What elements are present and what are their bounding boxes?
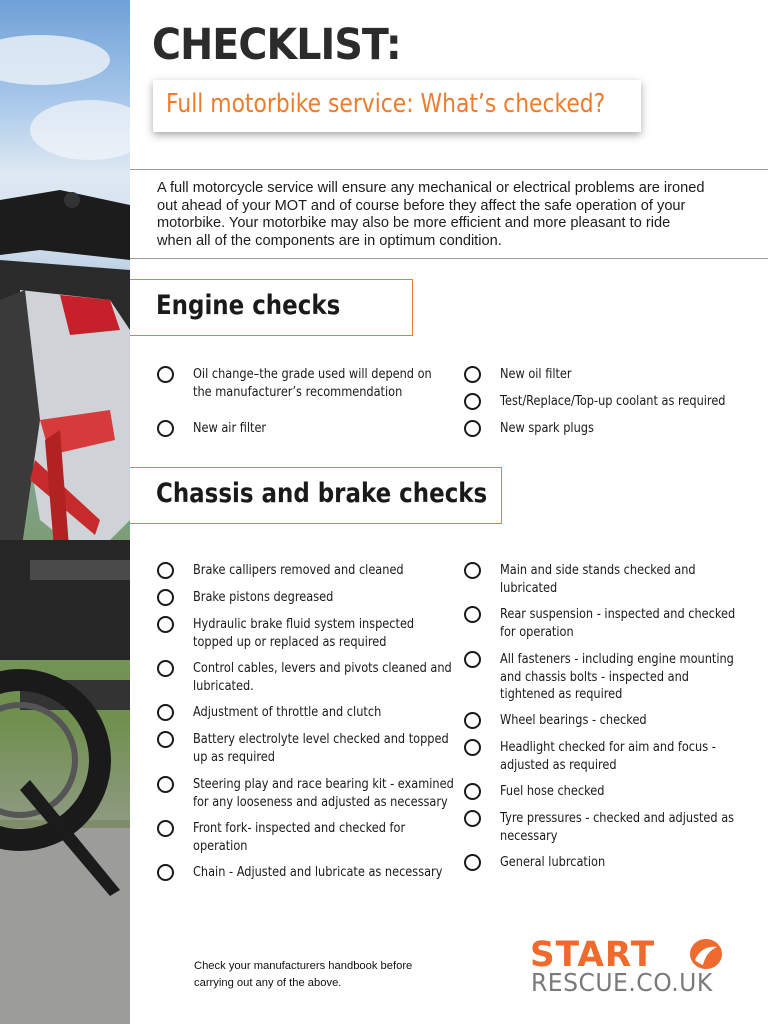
page-subtitle: Full motorbike service: What’s checked? (166, 89, 606, 119)
checklist-item[interactable] (157, 731, 490, 766)
item-label: Oil change–the grade used will depend on (193, 367, 432, 382)
checkbox-circle-icon[interactable] (157, 864, 174, 881)
item-label: necessary (500, 828, 558, 844)
divider-bottom (130, 258, 768, 259)
intro-line: A full motorcycle service will ensure any mechanical or electrical problems are ironed (157, 180, 705, 196)
intro-paragraph (157, 180, 747, 250)
checkbox-circle-icon[interactable] (464, 854, 481, 871)
chassis-section-header (130, 467, 502, 524)
checklist-item[interactable] (464, 783, 621, 801)
checkbox-circle-icon[interactable] (464, 420, 481, 437)
checkbox-circle-icon[interactable] (157, 420, 174, 437)
checkbox-circle-icon[interactable] (464, 712, 481, 729)
item-label: Wheel bearings - checked (500, 713, 647, 728)
chassis-section-title: Chassis and brake checks (156, 478, 488, 509)
item-label: Headlight checked for aim and focus - (500, 740, 716, 755)
checklist-item[interactable] (464, 366, 583, 384)
checklist-item[interactable] (464, 810, 768, 845)
checkbox-circle-icon[interactable] (464, 366, 481, 383)
item-label: adjusted as required (500, 757, 617, 773)
checkbox-circle-icon[interactable] (464, 651, 481, 668)
checkbox-circle-icon[interactable] (157, 660, 174, 677)
checklist-item[interactable] (157, 420, 278, 438)
footnote-line: Check your manufacturers handbook before (194, 960, 413, 972)
checklist-item[interactable] (157, 660, 494, 695)
footnote-line: carrying out any of the above. (194, 976, 342, 989)
item-label: New air filter (193, 421, 267, 436)
intro-line: when all of the components are in optimum condition. (157, 232, 502, 249)
checklist-item[interactable] (157, 366, 471, 401)
checkbox-circle-icon[interactable] (464, 606, 481, 623)
checkbox-circle-icon[interactable] (464, 739, 481, 756)
item-label: Tyre pressures - checked and adjusted as (500, 811, 735, 826)
item-label: Battery electrolyte level checked and topped (193, 732, 449, 747)
item-label: Rear suspension - inspected and checked (500, 607, 736, 622)
item-label: up as required (193, 749, 275, 765)
checkbox-circle-icon[interactable] (157, 616, 174, 633)
footnote (194, 958, 412, 991)
checklist-item[interactable] (157, 864, 483, 882)
item-label: General lubrcation (500, 855, 606, 870)
item-label: tightened as required (500, 687, 623, 702)
item-label: the manufacturer’s recommendation (193, 384, 403, 400)
item-label: lubricated. (193, 678, 254, 694)
checklist-item[interactable] (464, 651, 768, 704)
checklist-item[interactable] (157, 776, 496, 811)
item-label: topped up or replaced as required (193, 634, 387, 650)
checklist-item[interactable] (157, 616, 450, 651)
item-label: Steering play and race bearing kit - examined (193, 777, 454, 792)
engine-section-header (130, 279, 413, 336)
checkbox-circle-icon[interactable] (464, 393, 481, 410)
item-label: New oil filter (500, 367, 572, 382)
checklist-item[interactable] (464, 393, 762, 411)
intro-line: out ahead of your MOT and of course before they affect the safe operation of your (157, 197, 686, 214)
logo-swoosh-icon (688, 938, 724, 970)
logo-wordmark-top: START (530, 935, 656, 975)
checkbox-circle-icon[interactable] (157, 731, 174, 748)
checklist-item[interactable] (157, 589, 356, 607)
checklist-item[interactable] (464, 739, 751, 774)
checkbox-circle-icon[interactable] (157, 589, 174, 606)
subtitle-banner (153, 80, 641, 132)
motorbike-photo (0, 0, 130, 1024)
checkbox-circle-icon[interactable] (157, 776, 174, 793)
logo-wordmark-bottom: RESCUE.CO.UK (531, 968, 713, 997)
checklist-item[interactable] (157, 562, 438, 580)
motorbike-illustration (0, 0, 130, 1024)
item-label: All fasteners - including engine mounting (500, 652, 734, 667)
checkbox-circle-icon[interactable] (464, 783, 481, 800)
checklist-item[interactable] (157, 704, 412, 722)
item-label: Control cables, levers and pivots cleaned and (193, 661, 452, 676)
item-label: New spark plugs (500, 421, 594, 436)
checklist-item[interactable] (464, 420, 609, 438)
divider-top (130, 169, 768, 170)
item-label: Fuel hose checked (500, 784, 605, 799)
item-label: for operation (500, 624, 574, 640)
item-label: operation (193, 838, 248, 854)
item-label: Hydraulic brake fluid system inspected (193, 617, 415, 632)
item-label: Test/Replace/Top-up coolant as required (500, 394, 726, 409)
checklist-item[interactable] (464, 854, 622, 872)
item-label: Brake callipers removed and cleaned (193, 563, 404, 578)
engine-section-title: Engine checks (156, 290, 341, 321)
checkbox-circle-icon[interactable] (157, 562, 174, 579)
checkbox-circle-icon[interactable] (157, 704, 174, 721)
checklist-item[interactable] (464, 712, 671, 730)
checkbox-circle-icon[interactable] (157, 366, 174, 383)
checklist-item[interactable] (464, 562, 727, 597)
item-label: Chain - Adjusted and lubricate as necessary (193, 865, 443, 880)
checkbox-circle-icon[interactable] (464, 562, 481, 579)
intro-line: motorbike. Your motorbike may also be more efficient and more pleasant to ride (157, 215, 671, 231)
page-title: CHECKLIST: (152, 20, 401, 70)
item-label: lubricated (500, 580, 558, 596)
item-label: Brake pistons degreased (193, 590, 334, 605)
checklist-item[interactable] (157, 820, 440, 855)
item-label: Main and side stands checked and (500, 563, 696, 578)
item-label: for any looseness and adjusted as necessary (193, 794, 448, 810)
checklist-page (130, 0, 768, 1024)
item-label: Front fork- inspected and checked for (193, 821, 406, 836)
item-label: Adjustment of throttle and clutch (193, 705, 382, 720)
checklist-item[interactable] (464, 606, 768, 641)
checkbox-circle-icon[interactable] (157, 820, 174, 837)
item-label: and chassis bolts - inspected and (500, 669, 689, 685)
checkbox-circle-icon[interactable] (464, 810, 481, 827)
start-rescue-logo (530, 935, 730, 995)
